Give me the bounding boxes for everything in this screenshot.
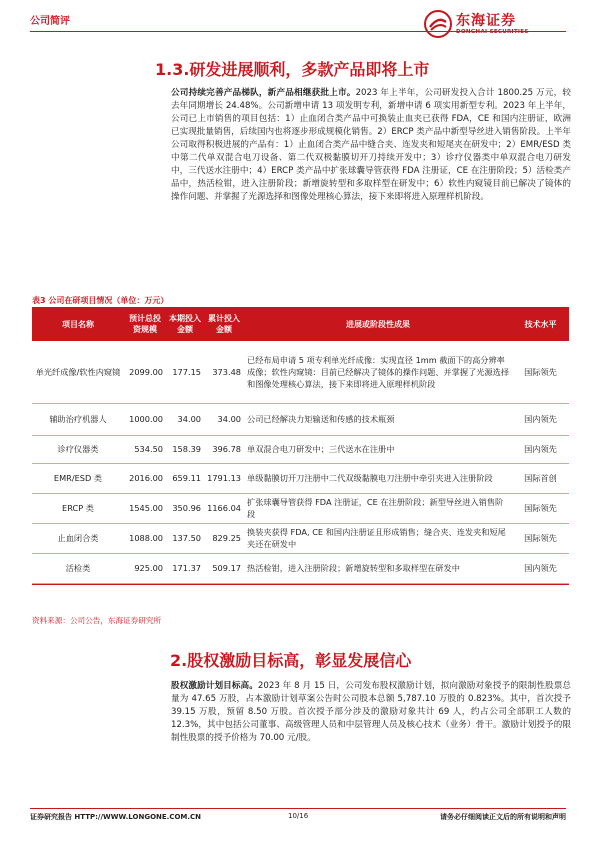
cell-period: 158.39 bbox=[166, 435, 204, 463]
section-1-body: 2023 年上半年，公司研发投入合计 1800.25 万元，较去年同期增长 24.48%。公司新增申请 13 项发明专利，新增申请 6 项实用新型专利。2023 年上半年，公司已上市销售的项目包括：1）止血闭合类产品中可换装止血夹已获得 FDA，CE 和国内注册证，欧洲已实现批量销售，后续国内也将逐步形成规模化销售。2）ERCP 类产品中新型导丝进入销售阶段。上半年公司取得积极进展的产品有：1）止血闭合类产品中缝合夹、连发夹和短尾夹在研发中；2）EMR/ESD 类中第二代单双混合电刀设备、第二代双极黏膜切开刀持续开发中；3）诊疗仪器类中单双混合电刀研发中，三代送水注册中；4）ERCP 类产品中扩张球囊导管获得 FDA 注册证，CE 在注册阶段；5）活检类产品中，热活检钳，进入注册阶段；新增旋转型和多取样型在研发中；6）软性内窥镜目前已解决了镜体的操作问题、并掌握了光源选择和图像处理核心算法，接下来即将进入原理样机阶段。 bbox=[171, 88, 571, 202]
section-1-paragraph bbox=[171, 87, 571, 204]
cell-project-name: 辅助治疗机器人 bbox=[32, 403, 124, 435]
cell-project-name: 活检类 bbox=[32, 553, 124, 583]
cell-cumulative: 1166.04 bbox=[204, 493, 244, 523]
table-row bbox=[32, 463, 569, 493]
logo-text-en: DONGHAI SECURITIES bbox=[456, 29, 529, 35]
header-progress: 进展或阶段性成果 bbox=[346, 319, 410, 329]
cell-period: 137.50 bbox=[166, 523, 204, 553]
table-caption: 表3 公司在研项目情况（单位：万元） bbox=[32, 296, 169, 305]
table-row bbox=[32, 341, 569, 403]
cell-tech-level: 国内领先 bbox=[512, 435, 569, 463]
cell-progress: 单级黏膜切开刀注册中二代双级黏膜电刀注册中牵引夹进入注册阶段 bbox=[244, 463, 512, 493]
table-bottom-rule bbox=[32, 584, 569, 585]
table-source: 资料来源：公司公告，东海证券研究所 bbox=[32, 616, 162, 625]
cell-project-name: 单光纤成像/软性内窥镜 bbox=[32, 341, 124, 403]
cell-progress: 换装夹获得 FDA, CE 和国内注册证且形成销售；缝合夹、连发夹和短尾夹还在研发中 bbox=[244, 523, 512, 553]
table-row bbox=[32, 435, 569, 463]
cell-progress: 已经布局申请 5 项专利单光纤成像：实现直径 1mm 截面下的高分辨率成像；软性内窥镜：目前已经解决了镜体的操作问题、并掌握了光源选择和图像处理核心算法，接下来即将进入原理样机阶段 bbox=[244, 341, 512, 403]
cell-period: 34.00 bbox=[166, 403, 204, 435]
section-2-paragraph bbox=[171, 680, 571, 745]
cell-total: 534.50 bbox=[124, 435, 166, 463]
page-number: 10/16 bbox=[288, 812, 309, 820]
cell-cumulative: 34.00 bbox=[204, 403, 244, 435]
cell-total: 1088.00 bbox=[124, 523, 166, 553]
section-1-title: 1.3.研发进展顺利，多款产品即将上市 bbox=[155, 60, 430, 79]
section-2-lead: 股权激励计划目标高。 bbox=[171, 681, 258, 691]
cell-period: 177.15 bbox=[166, 341, 204, 403]
table-row bbox=[32, 403, 569, 435]
cell-tech-level: 国际领先 bbox=[512, 341, 569, 403]
cell-total: 925.00 bbox=[124, 553, 166, 583]
logo-text-cn: 东海证券 bbox=[456, 13, 516, 29]
cell-cumulative: 509.17 bbox=[204, 553, 244, 583]
header-tech-level: 技术水平 bbox=[524, 319, 557, 329]
footer-divider bbox=[30, 808, 566, 809]
header-period-investment: 本期投入金额 bbox=[169, 314, 201, 334]
table-row bbox=[32, 553, 569, 583]
header-cumulative-investment: 累计投入金额 bbox=[208, 314, 240, 334]
section-label: 公司简评 bbox=[30, 16, 70, 27]
research-projects-table bbox=[32, 307, 569, 585]
cell-period: 171.37 bbox=[166, 553, 204, 583]
cell-progress: 单双混合电刀研发中；三代送水在注册中 bbox=[244, 435, 512, 463]
cell-project-name: 止血闭合类 bbox=[32, 523, 124, 553]
company-logo bbox=[424, 8, 574, 44]
cell-progress: 公司已经解决力矩输送和传感的技术瓶颈 bbox=[244, 403, 512, 435]
section-1-lead: 公司持续完善产品梯队，新产品相继获批上市。 bbox=[171, 88, 356, 98]
table-row bbox=[32, 493, 569, 523]
footer-website: 证券研究报告 HTTP://WWW.LONGONE.COM.CN bbox=[30, 813, 202, 821]
logo-mark-icon bbox=[424, 10, 452, 38]
page-header bbox=[0, 0, 596, 48]
cell-tech-level: 国内领先 bbox=[512, 403, 569, 435]
cell-project-name: 诊疗仪器类 bbox=[32, 435, 124, 463]
cell-tech-level: 国内领先 bbox=[512, 553, 569, 583]
section-2-body: 2023 年 8 月 15 日，公司发布股权激励计划，拟向激励对象授予的限制性股票总量为 47.65 万股，占本激励计划草案公告时公司股本总额 5,787.10 万股的 0.823%。其中，首次授予 39.15 万股，预留 8.50 万股。首次授予部分涉及的激励对象共计 69 人，约占公司全部职工人数的 12.3%，其中包括公司董事、高级管理人员和中层管理人员及核心技术（业务）骨干。激励计划授予的限制性股票的授予价格为 70.00 元/股。 bbox=[171, 681, 571, 743]
cell-progress: 扩张球囊导管获得 FDA 注册证，CE 在注册阶段；新型导丝进入销售阶段 bbox=[244, 493, 512, 523]
cell-tech-level: 国际领先 bbox=[512, 493, 569, 523]
header-total-investment: 预计总投资规模 bbox=[129, 314, 161, 334]
cell-period: 350.96 bbox=[166, 493, 204, 523]
cell-cumulative: 396.78 bbox=[204, 435, 244, 463]
table-row bbox=[32, 523, 569, 553]
cell-total: 1545.00 bbox=[124, 493, 166, 523]
cell-tech-level: 国际首创 bbox=[512, 463, 569, 493]
footer-disclaimer: 请务必仔细阅读正文后的所有说明和声明 bbox=[440, 813, 566, 821]
header-project-name: 项目名称 bbox=[62, 319, 94, 329]
cell-cumulative: 373.48 bbox=[204, 341, 244, 403]
table-header-row bbox=[32, 307, 569, 341]
cell-total: 2099.00 bbox=[124, 341, 166, 403]
cell-period: 659.11 bbox=[166, 463, 204, 493]
cell-cumulative: 1791.13 bbox=[204, 463, 244, 493]
cell-total: 2016.00 bbox=[124, 463, 166, 493]
cell-total: 1000.00 bbox=[124, 403, 166, 435]
cell-project-name: ERCP 类 bbox=[32, 493, 124, 523]
cell-progress: 热活检钳，进入注册阶段；新增旋转型和多取样型在研发中 bbox=[244, 553, 512, 583]
section-2-title: 2.股权激励目标高，彰显发展信心 bbox=[170, 651, 412, 670]
cell-tech-level: 国际领先 bbox=[512, 523, 569, 553]
cell-cumulative: 829.25 bbox=[204, 523, 244, 553]
cell-project-name: EMR/ESD 类 bbox=[32, 463, 124, 493]
